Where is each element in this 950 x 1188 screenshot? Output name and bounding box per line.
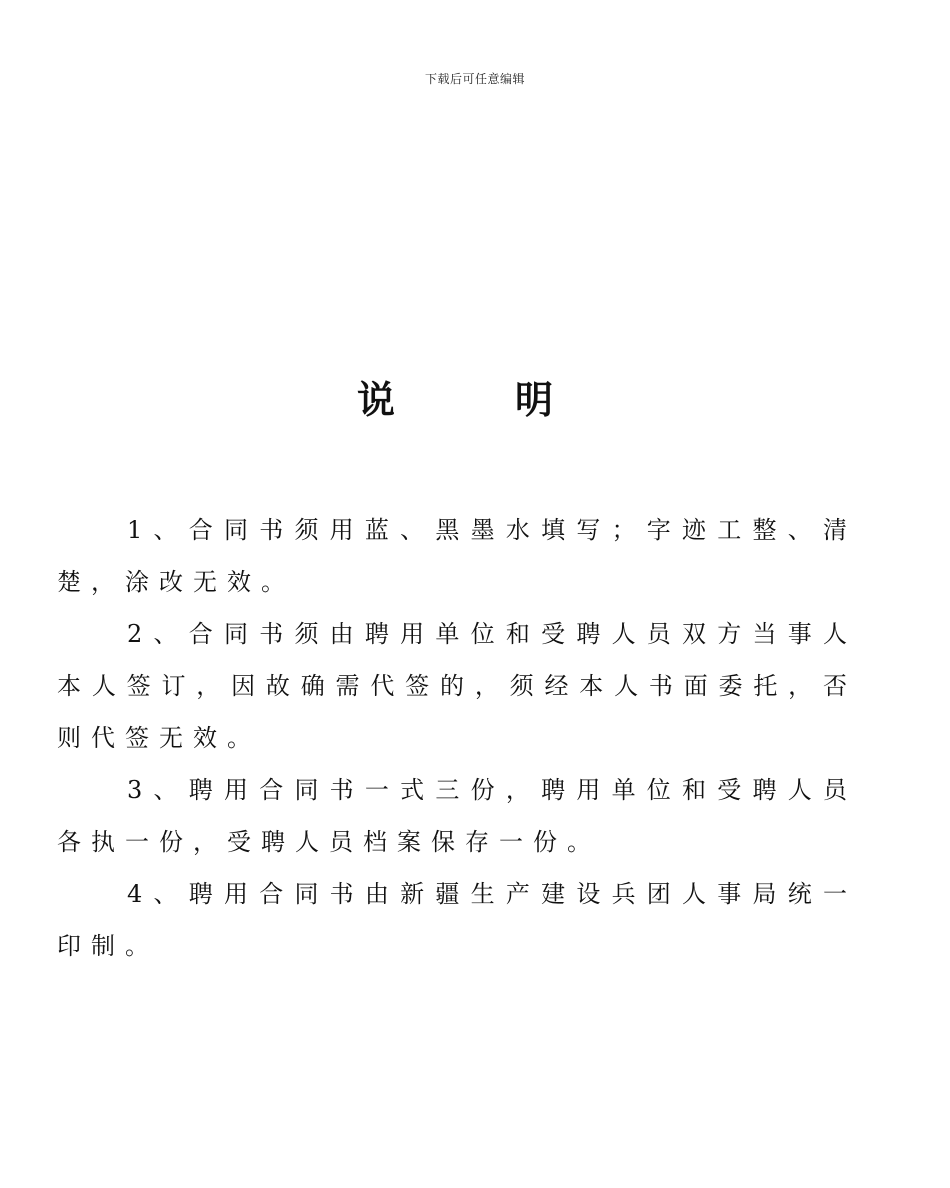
page-header-note: 下载后可任意编辑	[424, 72, 525, 86]
instruction-item-4: 4、聘用合同书由新疆生产建设兵团人事局统一印制。	[57, 880, 857, 960]
document-title	[0, 374, 910, 426]
instruction-item-2: 2、合同书须由聘用单位和受聘人员双方当事人本人签订，因故确需代签的，须经本人书面委托，否则代签无效。	[57, 620, 857, 752]
title-char-1: 说	[356, 377, 395, 422]
title-char-2: 明	[515, 377, 554, 422]
instruction-item-1: 1、合同书须用蓝、黑墨水填写；字迹工整、清楚，涂改无效。	[57, 516, 857, 596]
instructions-body	[57, 504, 857, 972]
instruction-item-3: 3、聘用合同书一式三份，聘用单位和受聘人员各执一份，受聘人员档案保存一份。	[57, 776, 857, 856]
